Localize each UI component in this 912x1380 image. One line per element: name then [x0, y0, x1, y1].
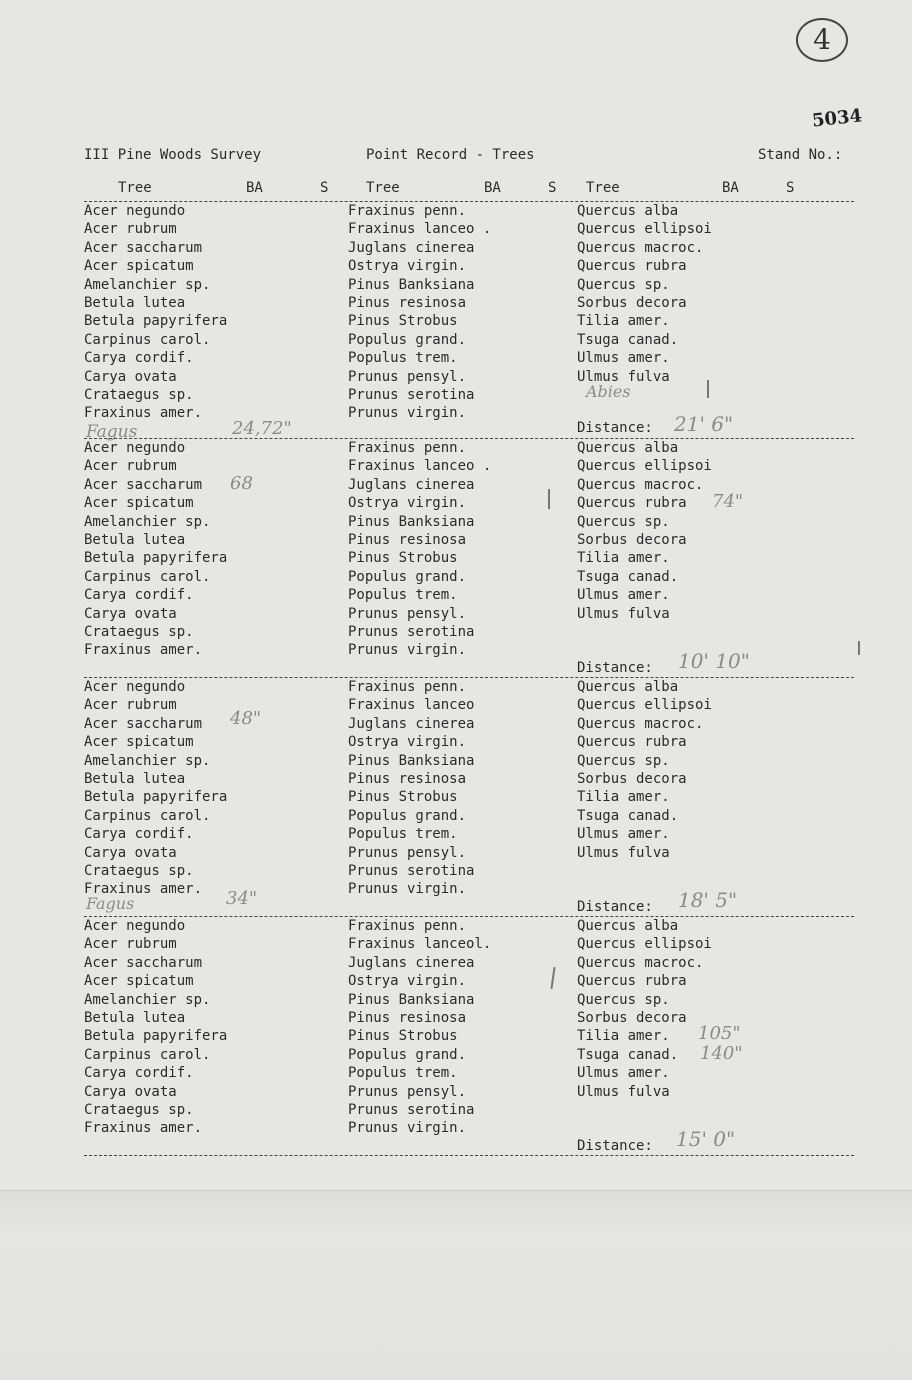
species-entry: Sorbus decora [577, 531, 687, 548]
species-entry: Carpinus carol. [84, 568, 211, 585]
species-entry: Ostrya virgin. [348, 734, 467, 751]
species-entry: Tsuga canad. [577, 807, 679, 824]
species-entry: Fraxinus amer. [84, 642, 203, 659]
species-entry: Fraxinus amer. [84, 1120, 203, 1137]
species-entry: Tilia amer. [577, 313, 670, 330]
species-entry: Pinus Banksiana [348, 991, 475, 1008]
species-entry: Betula papyrifera [84, 550, 228, 567]
distance-label: Distance: [577, 1138, 653, 1154]
block-divider [84, 1155, 854, 1156]
species-column-3 [577, 678, 712, 862]
col-header-tree: Tree [118, 180, 152, 196]
col-header-tree: Tree [366, 180, 400, 196]
paper-fold [0, 1190, 912, 1380]
species-entry: Pinus Banksiana [348, 513, 475, 530]
species-column-3 [577, 202, 712, 386]
species-entry: Betula papyrifera [84, 1028, 228, 1045]
species-entry: Carpinus carol. [84, 1046, 211, 1063]
col-header-ba: BA [484, 180, 501, 196]
species-entry: Tilia amer. [577, 789, 670, 806]
species-entry: Amelanchier sp. [84, 991, 211, 1008]
handwritten-ba: 68 [230, 473, 253, 494]
species-entry: Tilia amer. [577, 550, 670, 567]
handwritten-ba: 24,72" [232, 418, 292, 439]
species-entry: Fraxinus amer. [84, 405, 203, 422]
species-entry: Quercus sp. [577, 991, 670, 1008]
species-entry: Carya ovata [84, 1083, 177, 1100]
species-entry: Carpinus carol. [84, 807, 211, 824]
species-entry: Ulmus amer. [577, 587, 670, 604]
species-entry: Populus trem. [348, 587, 458, 604]
species-entry: Tsuga canad. [577, 1046, 679, 1063]
species-entry: Fraxinus amer. [84, 881, 203, 898]
species-entry: Crataegus sp. [84, 1101, 194, 1118]
species-entry: Crataegus sp. [84, 386, 194, 403]
handwritten-species: Abies [586, 382, 631, 401]
species-column-1 [84, 439, 227, 660]
species-entry: Fraxinus lanceo . [348, 458, 492, 475]
tally-mark [858, 641, 860, 655]
species-entry: Populus grand. [348, 807, 467, 824]
species-entry: Pinus Strobus [348, 550, 458, 567]
species-column-2 [348, 678, 474, 899]
stand-code: 5034 [811, 105, 864, 132]
species-entry: Acer negundo [84, 679, 186, 695]
species-entry: Pinus resinosa [348, 531, 467, 548]
species-column-2 [348, 917, 491, 1138]
col-header-ba: BA [722, 180, 739, 196]
species-entry: Juglans cinerea [348, 239, 475, 256]
species-entry: Ulmus fulva [577, 844, 670, 861]
species-entry: Betula lutea [84, 770, 186, 787]
col-header-s: S [786, 180, 795, 196]
handwritten-species: Fagus [86, 894, 135, 913]
species-entry: Carya ovata [84, 844, 177, 861]
species-entry: Carya ovata [84, 605, 177, 622]
species-entry: Fraxinus penn. [348, 679, 467, 695]
species-entry: Acer spicatum [84, 973, 194, 990]
species-entry: Ulmus fulva [577, 1083, 670, 1100]
handwritten-ba: 74" [712, 491, 744, 512]
page-number-circle: 4 [796, 18, 848, 62]
species-entry: Acer spicatum [84, 258, 194, 275]
col-header-s: S [320, 180, 329, 196]
species-entry: Tsuga canad. [577, 331, 679, 348]
species-entry: Carya cordif. [84, 350, 194, 367]
species-entry: Ostrya virgin. [348, 258, 467, 275]
species-entry: Prunus pensyl. [348, 605, 467, 622]
species-entry: Quercus rubra [577, 258, 687, 275]
species-entry: Pinus resinosa [348, 770, 467, 787]
species-entry: Quercus rubra [577, 495, 687, 512]
species-entry: Fraxinus lanceo . [348, 221, 492, 238]
species-entry: Populus trem. [348, 1065, 458, 1082]
species-entry: Betula papyrifera [84, 313, 228, 330]
species-entry: Quercus ellipsoi [577, 221, 712, 238]
species-entry: Pinus resinosa [348, 294, 467, 311]
column-header-row [84, 180, 844, 200]
species-entry: Quercus ellipsoi [577, 697, 712, 714]
species-entry: Quercus sp. [577, 513, 670, 530]
species-entry: Acer rubrum [84, 458, 177, 475]
tally-mark [548, 489, 550, 509]
species-entry: Pinus resinosa [348, 1009, 467, 1026]
species-entry: Quercus rubra [577, 734, 687, 751]
species-entry: Prunus pensyl. [348, 368, 467, 385]
survey-title: III Pine Woods Survey [84, 147, 262, 163]
species-entry: Carya cordif. [84, 587, 194, 604]
species-column-1 [84, 202, 227, 423]
species-entry: Quercus ellipsoi [577, 458, 712, 475]
species-entry: Fraxinus penn. [348, 918, 467, 934]
col-header-tree: Tree [586, 180, 620, 196]
species-column-2 [348, 439, 491, 660]
col-header-s: S [548, 180, 557, 196]
species-column-3 [577, 439, 712, 623]
species-entry: Fraxinus penn. [348, 440, 467, 456]
species-entry: Quercus sp. [577, 752, 670, 769]
species-entry: Prunus serotina [348, 1101, 475, 1118]
species-entry: Quercus sp. [577, 276, 670, 293]
species-entry: Prunus virgin. [348, 642, 467, 659]
species-entry: Acer saccharum [84, 715, 203, 732]
species-entry: Carpinus carol. [84, 331, 211, 348]
species-entry: Acer spicatum [84, 495, 194, 512]
species-entry: Crataegus sp. [84, 862, 194, 879]
species-entry: Crataegus sp. [84, 623, 194, 640]
species-column-1 [84, 917, 227, 1138]
species-entry: Quercus rubra [577, 973, 687, 990]
distance-value: 18' 5" [678, 888, 738, 912]
species-column-2 [348, 202, 491, 423]
species-entry: Quercus macroc. [577, 476, 704, 493]
species-entry: Quercus macroc. [577, 954, 704, 971]
species-entry: Pinus Banksiana [348, 276, 475, 293]
species-entry: Prunus serotina [348, 386, 475, 403]
species-entry: Pinus Strobus [348, 1028, 458, 1045]
species-entry: Acer rubrum [84, 221, 177, 238]
handwritten-species: Fagus [86, 422, 138, 442]
species-entry: Sorbus decora [577, 1009, 687, 1026]
handwritten-ba: 48" [230, 708, 262, 729]
handwritten-ba: 105" [698, 1023, 741, 1044]
species-entry: Fraxinus lanceol. [348, 936, 492, 953]
handwritten-ba: 140" [700, 1043, 743, 1064]
species-entry: Prunus pensyl. [348, 844, 467, 861]
species-entry: Amelanchier sp. [84, 752, 211, 769]
species-entry: Acer saccharum [84, 954, 203, 971]
species-entry: Quercus macroc. [577, 239, 704, 256]
species-entry: Populus trem. [348, 826, 458, 843]
species-entry: Quercus macroc. [577, 715, 704, 732]
distance-label: Distance: [577, 899, 653, 915]
species-entry: Populus grand. [348, 331, 467, 348]
species-entry: Ostrya virgin. [348, 973, 467, 990]
species-entry: Amelanchier sp. [84, 276, 211, 293]
species-entry: Acer negundo [84, 918, 186, 934]
species-entry: Populus trem. [348, 350, 458, 367]
species-entry: Acer rubrum [84, 936, 177, 953]
species-entry: Betula lutea [84, 294, 186, 311]
species-entry: Sorbus decora [577, 294, 687, 311]
handwritten-ba: 34" [226, 888, 258, 909]
distance-value: 10' 10" [678, 649, 750, 673]
species-entry: Ulmus amer. [577, 826, 670, 843]
species-entry: Quercus alba [577, 440, 679, 456]
species-entry: Pinus Strobus [348, 789, 458, 806]
species-entry: Juglans cinerea [348, 954, 475, 971]
species-entry: Ulmus amer. [577, 350, 670, 367]
species-entry: Juglans cinerea [348, 715, 475, 732]
species-entry: Fraxinus lanceo [348, 697, 475, 714]
species-entry: Quercus ellipsoi [577, 936, 712, 953]
species-entry: Ulmus fulva [577, 605, 670, 622]
species-entry: Tsuga canad. [577, 568, 679, 585]
species-entry: Amelanchier sp. [84, 513, 211, 530]
species-entry: Prunus virgin. [348, 881, 467, 898]
distance-label: Distance: [577, 420, 653, 436]
species-entry: Ulmus amer. [577, 1065, 670, 1082]
species-entry: Pinus Strobus [348, 313, 458, 330]
species-entry: Quercus alba [577, 203, 679, 219]
species-entry: Quercus alba [577, 679, 679, 695]
species-entry: Ulmus fulva [577, 368, 670, 385]
record-title: Point Record - Trees [366, 147, 535, 163]
species-entry: Acer saccharum [84, 476, 203, 493]
species-entry: Betula lutea [84, 531, 186, 548]
species-entry: Juglans cinerea [348, 476, 475, 493]
species-entry: Prunus virgin. [348, 405, 467, 422]
col-header-ba: BA [246, 180, 263, 196]
species-entry: Acer rubrum [84, 697, 177, 714]
species-entry: Prunus serotina [348, 862, 475, 879]
species-entry: Populus grand. [348, 1046, 467, 1063]
species-entry: Quercus alba [577, 918, 679, 934]
species-entry: Fraxinus penn. [348, 203, 467, 219]
species-entry: Sorbus decora [577, 770, 687, 787]
species-entry: Prunus serotina [348, 623, 475, 640]
species-entry: Betula papyrifera [84, 789, 228, 806]
species-entry: Carya cordif. [84, 1065, 194, 1082]
species-entry: Prunus virgin. [348, 1120, 467, 1137]
distance-value: 21' 6" [674, 412, 734, 436]
tally-mark [550, 967, 555, 989]
species-entry: Acer negundo [84, 203, 186, 219]
species-entry: Betula lutea [84, 1009, 186, 1026]
species-entry: Carya cordif. [84, 826, 194, 843]
species-entry: Prunus pensyl. [348, 1083, 467, 1100]
species-entry: Populus grand. [348, 568, 467, 585]
species-entry: Acer saccharum [84, 239, 203, 256]
stand-number-label: Stand No.: [758, 147, 843, 163]
distance-label: Distance: [577, 660, 653, 676]
distance-value: 15' 0" [676, 1127, 736, 1151]
species-column-3 [577, 917, 712, 1101]
tally-mark [707, 380, 709, 398]
species-entry: Pinus Banksiana [348, 752, 475, 769]
species-entry: Tilia amer. [577, 1028, 670, 1045]
species-entry: Ostrya virgin. [348, 495, 467, 512]
species-entry: Carya ovata [84, 368, 177, 385]
species-column-1 [84, 678, 227, 899]
species-entry: Acer negundo [84, 440, 186, 456]
species-entry: Acer spicatum [84, 734, 194, 751]
